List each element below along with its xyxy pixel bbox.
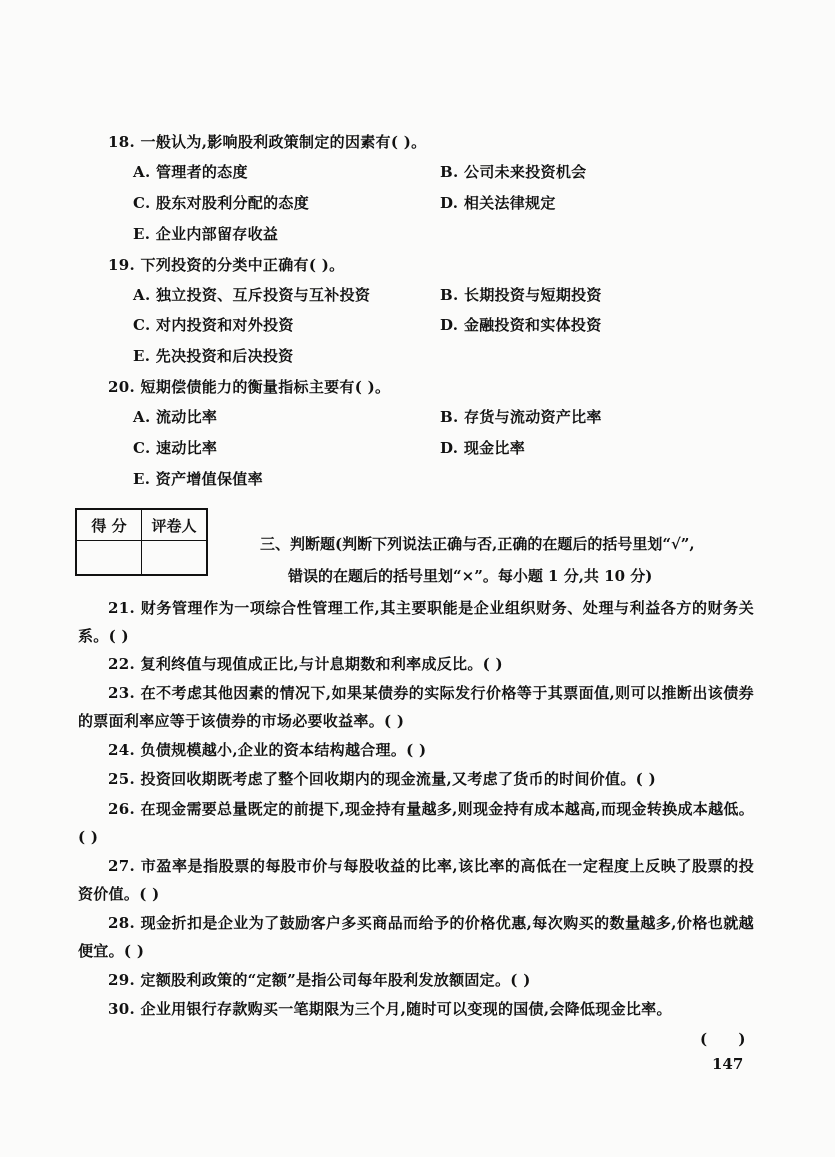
question-29: 29. 定额股利政策的“定额”是指公司每年股利发放额固定。( ) <box>108 971 531 989</box>
question-20-option-d: D. 现金比率 <box>440 439 526 457</box>
question-20-option-c: C. 速动比率 <box>133 439 218 457</box>
question-18-option-e: E. 企业内部留存收益 <box>133 225 279 243</box>
question-27: 27. 市盈率是指股票的每股市价与每股收益的比率,该比率的高低在一定程度上反映了股票的投资价值。( ) <box>78 857 754 903</box>
question-28: 28. 现金折扣是企业为了鼓励客户多买商品而给予的价格优惠,每次购买的数量越多,价格也就越便宜。( ) <box>78 914 754 960</box>
question-22: 22. 复利终值与现值成正比,与计息期数和利率成反比。( ) <box>108 655 503 673</box>
question-19-option-b: B. 长期投资与短期投资 <box>440 286 602 304</box>
question-20-option-a: A. 流动比率 <box>133 408 218 426</box>
question-20-stem: 20. 短期偿债能力的衡量指标主要有( )。 <box>108 378 391 396</box>
question-21: 21. 财务管理作为一项综合性管理工作,其主要职能是企业组织财务、处理与利益各方的财务关系。( ) <box>78 599 754 645</box>
question-24: 24. 负债规模越小,企业的资本结构越合理。( ) <box>108 741 427 759</box>
question-19-option-e: E. 先决投资和后决投资 <box>133 347 294 365</box>
section-3-title-continued: 错误的在题后的括号里划“×”。每小题 1 分,共 10 分) <box>288 567 653 585</box>
question-25: 25. 投资回收期既考虑了整个回收期内的现金流量,又考虑了货币的时间价值。( ) <box>108 770 656 788</box>
section-3-title: 三、判断题(判断下列说法正确与否,正确的在题后的括号里划“√”, <box>260 535 695 553</box>
question-18-option-d: D. 相关法律规定 <box>440 194 556 212</box>
score-cell[interactable] <box>76 541 142 576</box>
score-box <box>75 508 208 576</box>
question-20-option-e: E. 资产增值保值率 <box>133 470 263 488</box>
score-label: 得 分 <box>76 509 142 541</box>
question-18-option-b: B. 公司未来投资机会 <box>440 163 587 181</box>
question-19-option-a: A. 独立投资、互斥投资与互补投资 <box>133 286 371 304</box>
question-18-option-a: A. 管理者的态度 <box>133 163 248 181</box>
question-18-stem: 18. 一般认为,影响股利政策制定的因素有( )。 <box>108 133 427 151</box>
question-23: 23. 在不考虑其他因素的情况下,如果某债券的实际发行价格等于其票面值,则可以推断出该债券的票面利率应等于该债券的市场必要收益率。( ) <box>78 684 754 730</box>
question-30-answer-bracket: ( ) <box>700 1030 746 1048</box>
question-18-option-c: C. 股东对股利分配的态度 <box>133 194 310 212</box>
page-number: 147 <box>712 1055 744 1073</box>
question-19-option-d: D. 金融投资和实体投资 <box>440 316 602 334</box>
question-19-stem: 19. 下列投资的分类中正确有( )。 <box>108 256 345 274</box>
question-19-option-c: C. 对内投资和对外投资 <box>133 316 294 334</box>
question-20-option-b: B. 存货与流动资产比率 <box>440 408 602 426</box>
question-26: 26. 在现金需要总量既定的前提下,现金持有量越多,则现金持有成本越高,而现金转换成本越低。( ) <box>78 800 754 846</box>
question-30: 30. 企业用银行存款购买一笔期限为三个月,随时可以变现的国债,会降低现金比率。 <box>108 1000 672 1018</box>
grader-cell[interactable] <box>142 541 208 576</box>
grader-label: 评卷人 <box>142 509 208 541</box>
